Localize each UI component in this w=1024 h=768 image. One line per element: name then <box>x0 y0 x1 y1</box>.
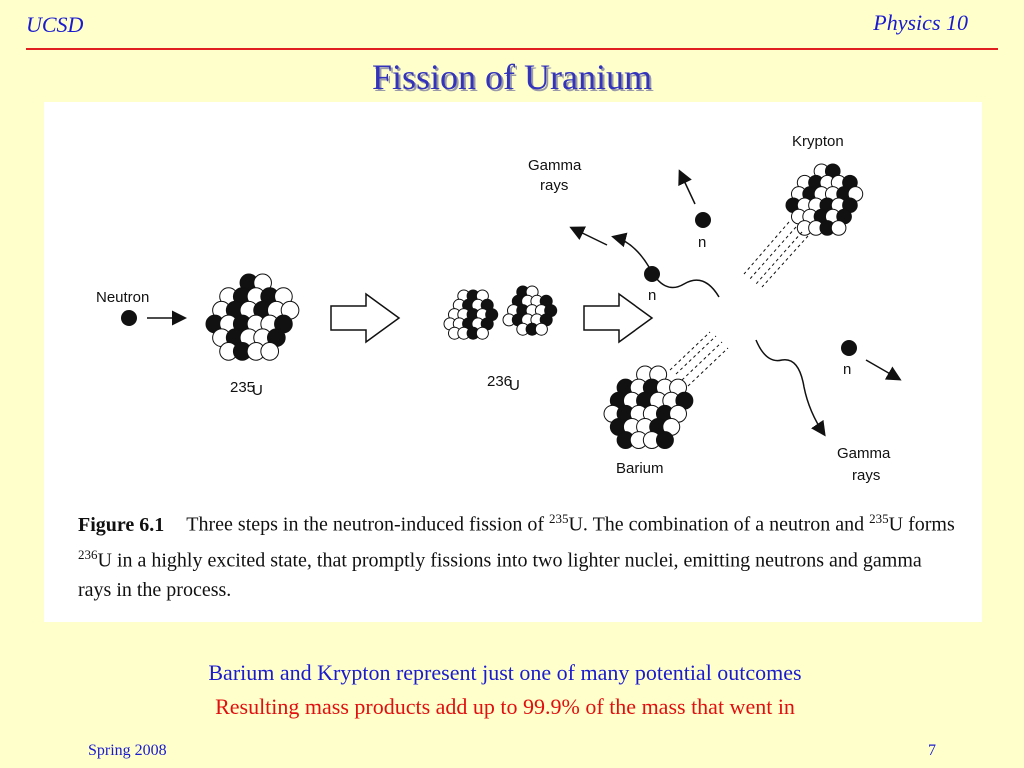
incoming-neutron <box>121 310 137 326</box>
proton-particle <box>476 327 488 339</box>
footer-term: Spring 2008 <box>88 742 167 759</box>
caption-sup-3: 236 <box>78 546 98 562</box>
header-divider <box>26 48 998 50</box>
caption-text-3: U forms <box>888 513 955 536</box>
emitted-neutron-3 <box>841 340 857 356</box>
body-line-outcomes: Barium and Krypton represent just one of many potential outcomes <box>208 660 802 685</box>
barium-motion-lines <box>670 332 728 386</box>
proton-particle <box>831 221 846 236</box>
caption-sup-1: 235 <box>548 511 569 526</box>
neutron-right-arrow <box>866 360 899 379</box>
krypton-nucleus <box>786 164 863 235</box>
n-label-3: n <box>843 361 852 378</box>
n-label-1: n <box>698 234 707 251</box>
caption-text-4: U in a highly excited state, that promptly fissions into two lighter nuclei, emitting neutrons and gamma rays in the process. <box>78 549 922 602</box>
body-line-mass: Resulting mass products add up to 99.9% of the mass that went in <box>215 694 795 719</box>
u236-symbol: U <box>509 377 520 394</box>
fission-figure <box>44 102 982 622</box>
figure-number: Figure 6.1 <box>78 513 165 536</box>
gamma-top-label-1: Gamma <box>528 157 582 174</box>
u235-nucleus <box>206 274 299 360</box>
gamma-top-label-2: rays <box>540 177 569 194</box>
emitted-neutron-1 <box>695 212 711 228</box>
proton-particle <box>535 323 547 335</box>
u235-mass-number: 235 <box>230 379 256 396</box>
slide-title: Fission of Uranium <box>371 57 652 97</box>
gamma-ray-top-2 <box>572 228 607 245</box>
n-label-2: n <box>648 287 657 304</box>
gamma-bottom-label-2: rays <box>852 467 881 484</box>
gamma-ray-bottom <box>756 340 824 434</box>
proton-particle <box>261 343 279 361</box>
barium-nucleus <box>604 366 693 448</box>
neutron-up-arrow <box>680 172 695 204</box>
slide-number: 7 <box>928 742 936 759</box>
gamma-bottom-label-1: Gamma <box>837 445 891 462</box>
emitted-neutron-2 <box>644 266 660 282</box>
barium-label: Barium <box>616 460 664 477</box>
caption-text-1: Three steps in the neutron-induced fission of <box>186 513 549 536</box>
u236-mass-number: 236 <box>487 373 513 390</box>
header-course: Physics 10 <box>873 10 968 35</box>
caption-text-2: U. The combination of a neutron and <box>568 513 870 536</box>
step-arrow-1 <box>331 294 399 342</box>
figure-caption <box>78 504 958 605</box>
caption-sup-2: 235 <box>869 511 889 526</box>
krypton-label: Krypton <box>792 133 844 150</box>
header-institution: UCSD <box>26 12 84 37</box>
step-arrow-2 <box>584 294 652 342</box>
u236-nucleus <box>444 286 557 339</box>
neutron-label: Neutron <box>96 289 150 306</box>
u235-symbol: U <box>252 382 263 399</box>
neutron-particle <box>656 432 673 449</box>
